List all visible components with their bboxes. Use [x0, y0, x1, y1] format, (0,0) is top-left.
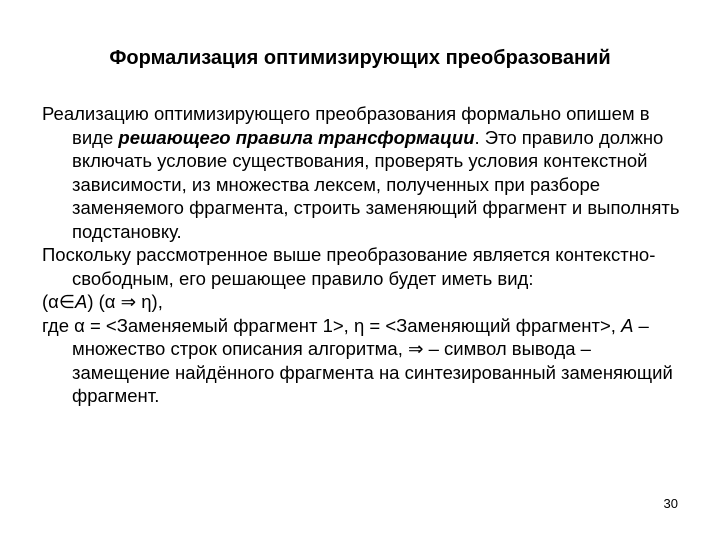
rule-formula-open: (α∈ — [42, 291, 75, 312]
paragraph-context-free: Поскольку рассмотренное выше преобразование является контекстно-свободным, его решающее правило будет иметь вид: — [42, 244, 656, 289]
paragraph-notation-set: A — [621, 314, 634, 336]
paragraph-notation-start: где α = <Заменяемый фрагмент 1>, η = <Заменяющий фрагмент>, — [42, 314, 622, 336]
paragraph-definition-end: . Это правило должно включать условие существования, проверять условия контекстной зависимости, из множества лексем, полученных при разборе заменяемого фрагмента, строить заменяющий фрагмент и выполнять подстановку. — [72, 126, 680, 242]
slide-body — [42, 102, 682, 408]
paragraph-definition — [42, 102, 682, 243]
decision-rule-term: решающего правила трансформации — [118, 126, 475, 148]
rule-formula — [42, 290, 682, 314]
paragraph-definition-start: Реализацию оптимизирующего преобразования формально опишем в виде — [42, 103, 650, 148]
rule-formula-rest: ) (α ⇒ η), — [87, 291, 163, 312]
paragraph-notation-end: – множество строк описания алгоритма, ⇒ – символ вывода – замещение найдённого фрагмента на синтезированный заменяющий фрагмент. — [72, 314, 673, 406]
rule-formula-set: A — [74, 291, 88, 312]
page-number: 30 — [663, 496, 678, 511]
slide-title: Формализация оптимизирующих преобразований — [109, 47, 611, 69]
paragraph-notation — [42, 314, 682, 408]
